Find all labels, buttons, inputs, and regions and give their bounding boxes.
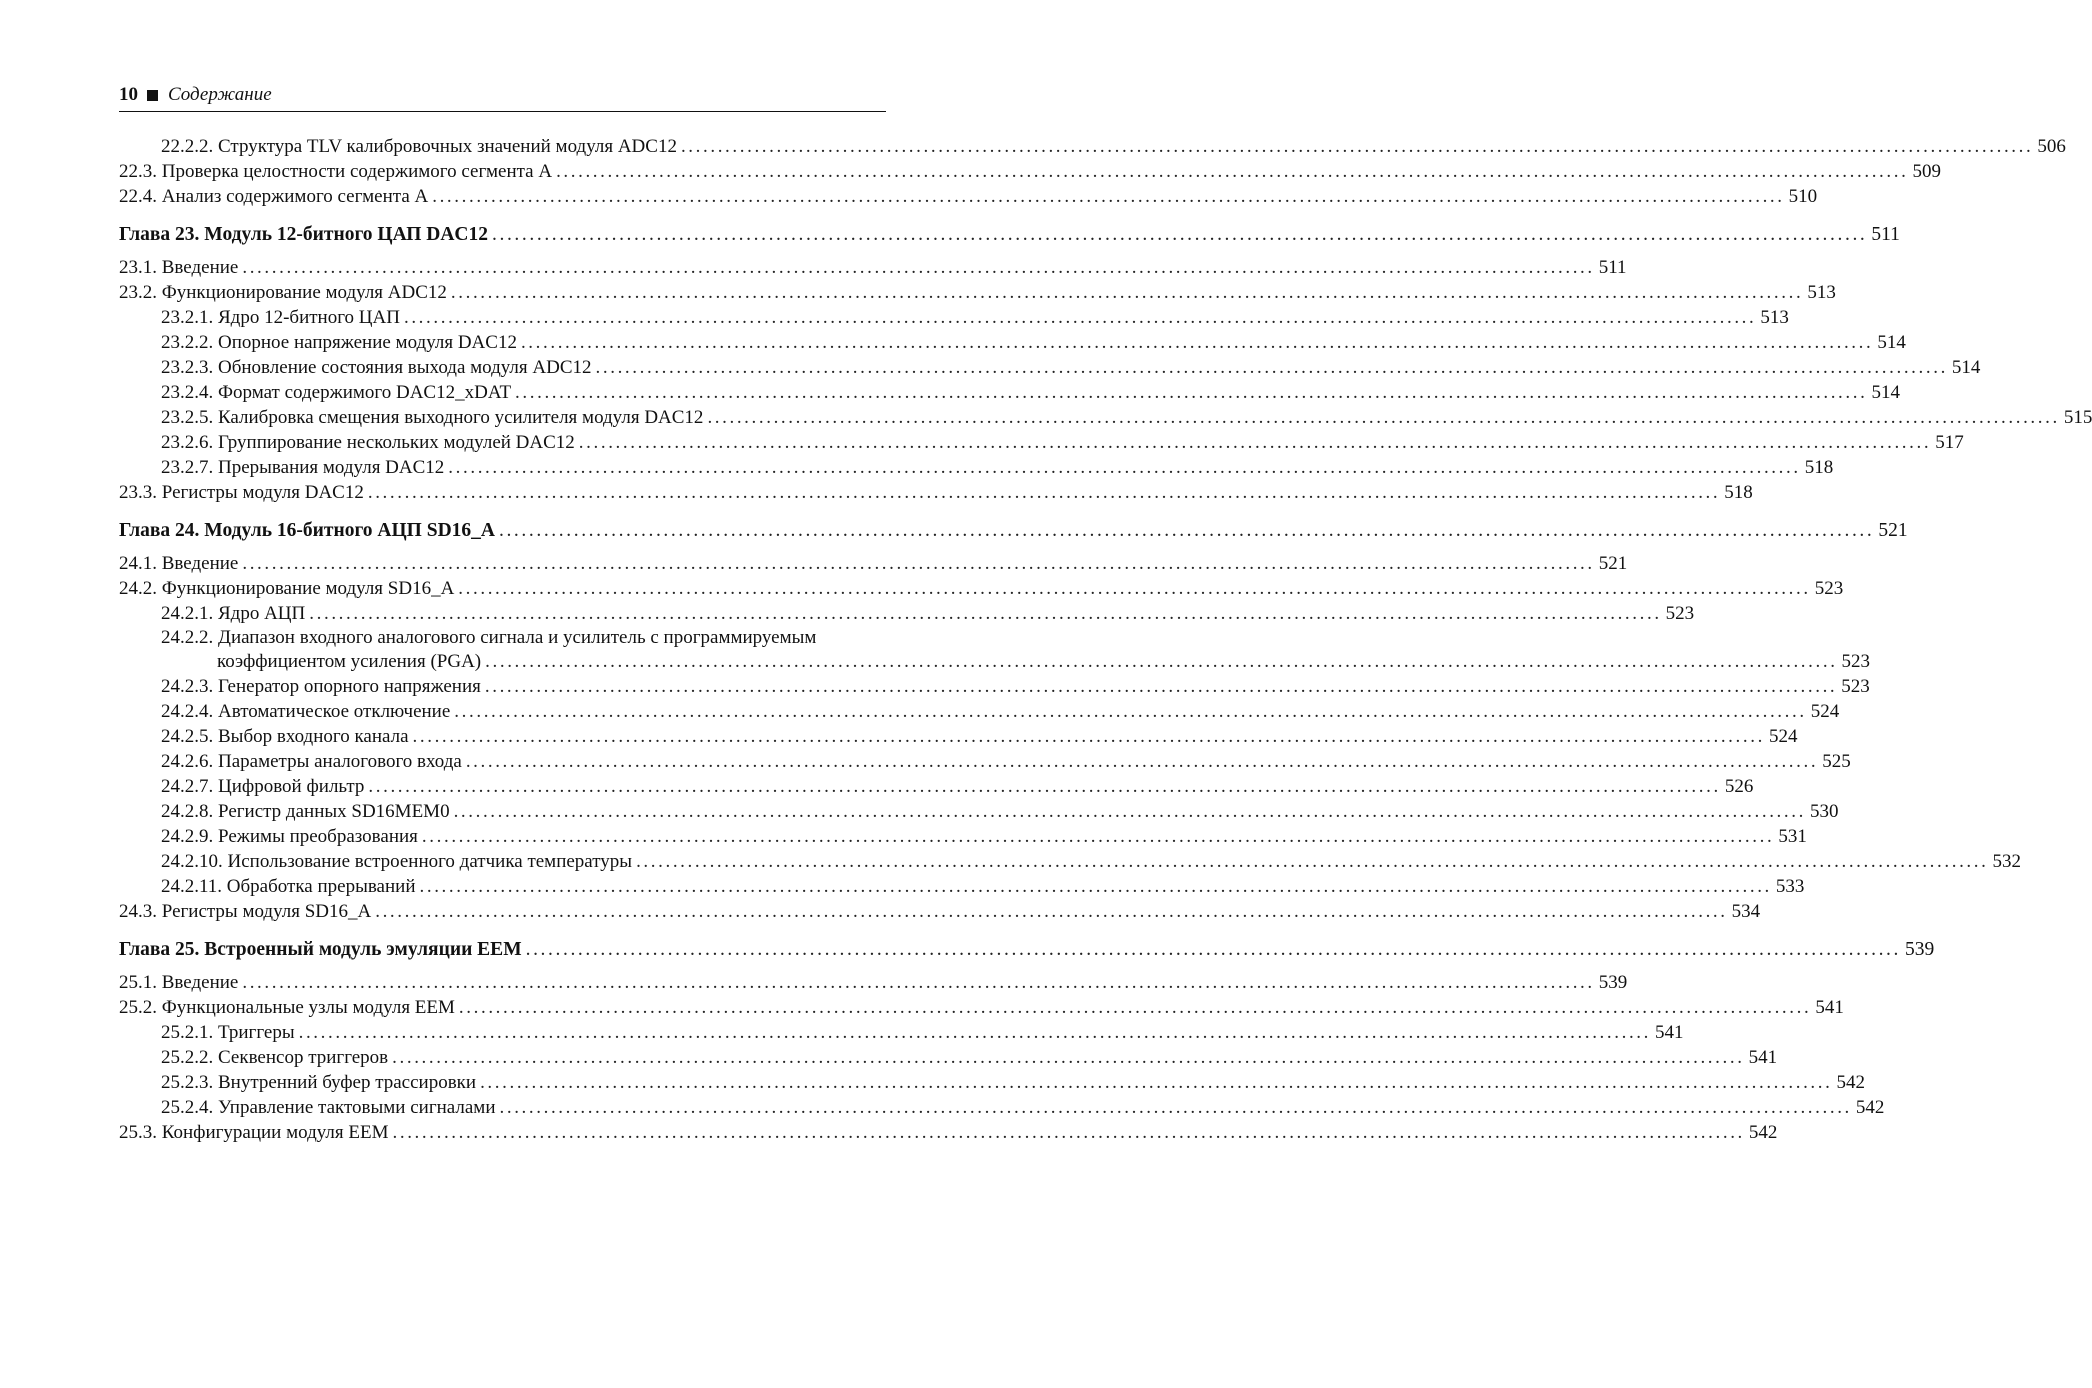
toc-entry-title: 22.2.2. Структура TLV калибровочных значений модуля ADC12 [161, 136, 677, 157]
toc-entry [119, 551, 1628, 576]
toc-leader-dots: ........................................................................................................................................................................................ [680, 136, 2034, 157]
toc-entry [119, 824, 1807, 849]
toc-chapter-title: Глава 24. Модуль 16-битного АЦП SD16_A [119, 520, 495, 541]
toc-entry-title: 25.2.3. Внутренний буфер трассировки [161, 1072, 477, 1093]
toc-entry-title: 23.2. Функционирование модуля ADC12 [119, 282, 447, 303]
toc-leader-dots: ........................................................................................................................................................................................ [484, 676, 1838, 697]
toc-entry-title: 25.3. Конфигурации модуля ЕЕМ [119, 1122, 389, 1143]
toc-entry [119, 380, 1900, 405]
toc-entry-page: 539 [1598, 972, 1628, 993]
toc-entry-title: 23.2.5. Калибровка смещения выходного усилителя модуля DAC12 [161, 407, 704, 428]
toc-entry [119, 724, 1798, 749]
toc-leader-dots: ........................................................................................................................................................................................ [412, 726, 1765, 747]
toc-chapter-title: Глава 23. Модуль 12-битного ЦАП DAC12 [119, 224, 488, 245]
toc-entry-page: 506 [2037, 136, 2066, 157]
toc-entry [119, 430, 1964, 455]
toc-entry-title: 25.2. Функциональные узлы модуля ЕЕМ [119, 997, 455, 1018]
toc-entry-title: 23.2.2. Опорное напряжение модуля DAC12 [161, 332, 517, 353]
toc-entry-title: 24.2.4. Автоматическое отключение [161, 701, 451, 722]
toc-entry-title: 23.2.6. Группирование нескольких модулей DAC12 [161, 432, 575, 453]
toc-entry-title: 25.2.1. Триггеры [161, 1022, 295, 1043]
toc-entry-page: 542 [1836, 1072, 1865, 1093]
toc-entry-page: 531 [1778, 826, 1807, 847]
toc-entry [119, 674, 1870, 699]
toc-entry-title: 23.2.3. Обновление состояния выхода модуля ADC12 [161, 357, 592, 378]
toc-entry-page: 511 [1598, 257, 1627, 278]
toc-entry [119, 995, 1844, 1020]
toc-entry-page: 510 [1788, 186, 1818, 207]
toc-entry-page: 518 [1804, 457, 1834, 478]
toc-entry-title: 22.4. Анализ содержимого сегмента А [119, 186, 429, 207]
toc-leader-dots: ........................................................................................................................................................................................ [450, 282, 1804, 303]
toc-leader-dots: ........................................................................................................................................................................................ [454, 701, 1807, 722]
toc-entry-title-continued: коэффициентом усиления (PGA) [217, 651, 482, 672]
toc-entry-title: 25.2.4. Управление тактовыми сигналами [161, 1097, 496, 1118]
toc-leader-dots: ........................................................................................................................................................................................ [515, 382, 1868, 403]
toc-leader-dots: ........................................................................................................................................................................................ [499, 1097, 1852, 1118]
toc-leader-dots: ........................................................................................................................................................................................ [578, 432, 1932, 453]
toc-entry-page: 523 [1841, 676, 1870, 697]
toc-entry-page: 518 [1724, 482, 1753, 503]
toc-entry-page: 524 [1768, 726, 1798, 747]
toc-entry-title: 22.3. Проверка целостности содержимого сегмента А [119, 161, 553, 182]
toc-entry-page: 541 [1815, 997, 1844, 1018]
toc-entry-title: 24.2.7. Цифровой фильтр [161, 776, 365, 797]
toc-leader-dots: ........................................................................................................................................................................................ [392, 1122, 1745, 1143]
toc-entry-page: 526 [1724, 776, 1754, 797]
toc-entry [119, 184, 1818, 209]
toc-entry [119, 874, 1805, 899]
running-title: Содержание [168, 84, 272, 105]
toc-leader-dots: ........................................................................................................................................................................................ [242, 257, 1595, 278]
toc-leader-dots: ........................................................................................................................................................................................ [375, 901, 1728, 922]
toc-entry-title: 25.1. Введение [119, 972, 239, 993]
toc-entry-title: 24.2.5. Выбор входного канала [161, 726, 409, 747]
toc-entry [119, 649, 1871, 674]
toc-entry [119, 970, 1628, 995]
toc-entry [119, 1095, 1885, 1120]
toc-leader-dots: ........................................................................................................................................................................................ [707, 407, 2060, 428]
toc-entry-page: 530 [1809, 801, 1839, 822]
toc-leader-dots: ........................................................................................................................................................................................ [392, 1047, 1745, 1068]
toc-entry-title: 23.1. Введение [119, 257, 239, 278]
toc-entry-page: 513 [1760, 307, 1789, 328]
toc-entry-page: 521 [1598, 553, 1628, 574]
running-header [119, 83, 886, 107]
toc-leader-dots: ........................................................................................................................................................................................ [465, 751, 1819, 772]
toc-entry-page: 541 [1655, 1022, 1684, 1043]
toc-chapter-title: Глава 25. Встроенный модуль эмуляции ЕЕМ [119, 939, 522, 960]
toc-chapter-heading [119, 937, 1935, 962]
toc-entry-title: 24.2.8. Регистр данных SD16MEM0 [161, 801, 450, 822]
toc-entry [119, 774, 1754, 799]
toc-leader-dots: ........................................................................................................................................................................................ [498, 520, 1875, 541]
toc-entry-page: 533 [1775, 876, 1805, 897]
toc-leader-dots: ........................................................................................................................................................................................ [520, 332, 1874, 353]
toc-entry [119, 1020, 1684, 1045]
toc-leader-dots: ........................................................................................................................................................................................ [595, 357, 1948, 378]
toc-entry-page: 513 [1807, 282, 1836, 303]
toc-leader-dots: ........................................................................................................................................................................................ [525, 939, 1902, 960]
toc-entry-page: 523 [1665, 603, 1695, 624]
toc-entry-page: 511 [1871, 224, 1900, 245]
toc-leader-dots: ........................................................................................................................................................................................ [298, 1022, 1651, 1043]
toc-entry-title: 23.3. Регистры модуля DAC12 [119, 482, 364, 503]
toc-chapter-heading [119, 518, 1908, 543]
toc-entry-title: 24.2.6. Параметры аналогового входа [161, 751, 462, 772]
toc-entry [119, 280, 1836, 305]
toc-leader-dots: ........................................................................................................................................................................................ [242, 972, 1595, 993]
toc-entry [119, 330, 1906, 355]
toc-entry-page: 539 [1905, 939, 1935, 960]
toc-entry [119, 899, 1761, 924]
toc-entry [119, 255, 1627, 280]
toc-leader-dots: ........................................................................................................................................................................................ [480, 1072, 1833, 1093]
toc-entry-page: 541 [1748, 1047, 1778, 1068]
toc-entry-page: 542 [1855, 1097, 1885, 1118]
toc-entry-page: 534 [1731, 901, 1761, 922]
toc-entry-page: 524 [1810, 701, 1840, 722]
toc-entry-page: 517 [1935, 432, 1964, 453]
toc-entry-title: 24.2.2. Диапазон входного аналогового сигнала и усилитель с программируемым [161, 627, 817, 648]
toc-entry-title: 23.2.1. Ядро 12-битного ЦАП [161, 307, 400, 328]
toc-entry-page: 525 [1822, 751, 1851, 772]
toc-entry [119, 601, 1695, 626]
toc-entry [119, 355, 1981, 380]
toc-entry-page: 532 [1992, 851, 2021, 872]
toc-entry-title: 24.1. Введение [119, 553, 239, 574]
toc-leader-dots: ........................................................................................................................................................................................ [368, 776, 1721, 797]
toc-entry-title: 24.2.1. Ядро АЦП [161, 603, 306, 624]
toc-entry [119, 1120, 1778, 1145]
toc-entry-page: 523 [1841, 651, 1871, 672]
toc-entry [119, 576, 1844, 601]
toc-leader-dots: ........................................................................................................................................................................................ [367, 482, 1721, 503]
toc-entry-title: 24.3. Регистры модуля SD16_A [119, 901, 372, 922]
toc-entry-page: 514 [1877, 332, 1906, 353]
toc-entry-page: 521 [1878, 520, 1908, 541]
toc-leader-dots: ........................................................................................................................................................................................ [492, 224, 1868, 245]
toc-entry [119, 405, 2092, 430]
toc-entry-title: 24.2.11. Обработка прерываний [161, 876, 416, 897]
toc-entry [119, 455, 1834, 480]
toc-entry-line-1 [119, 626, 886, 649]
header-rule [119, 111, 886, 112]
toc-entry-title: 23.2.4. Формат содержимого DAC12_xDAT [161, 382, 512, 403]
toc-entry-title: 23.2.7. Прерывания модуля DAC12 [161, 457, 445, 478]
table-of-contents [119, 134, 2092, 1145]
toc-leader-dots: ........................................................................................................................................................................................ [453, 801, 1806, 822]
toc-leader-dots: ........................................................................................................................................................................................ [556, 161, 1909, 182]
toc-leader-dots: ........................................................................................................................................................................................ [458, 578, 1811, 599]
toc-entry-page: 523 [1814, 578, 1844, 599]
toc-entry [119, 159, 1941, 184]
toc-leader-dots: ........................................................................................................................................................................................ [242, 553, 1595, 574]
toc-entry [119, 480, 1753, 505]
toc-leader-dots: ........................................................................................................................................................................................ [419, 876, 1772, 897]
toc-leader-dots: ........................................................................................................................................................................................ [421, 826, 1775, 847]
toc-entry [119, 1045, 1778, 1070]
toc-entry-page: 542 [1748, 1122, 1778, 1143]
toc-entry-title: 24.2.9. Режимы преобразования [161, 826, 418, 847]
toc-leader-dots: ........................................................................................................................................................................................ [309, 603, 1662, 624]
square-bullet-icon [147, 90, 158, 101]
toc-entry-title: 24.2.3. Генератор опорного напряжения [161, 676, 481, 697]
toc-entry-title: 24.2. Функционирование модуля SD16_A [119, 578, 455, 599]
toc-leader-dots: ........................................................................................................................................................................................ [636, 851, 1989, 872]
toc-entry-title: 25.2.2. Секвенсор триггеров [161, 1047, 389, 1068]
toc-entry [119, 1070, 1865, 1095]
toc-entry-page: 514 [1951, 357, 1981, 378]
toc-entry [119, 699, 1840, 724]
toc-entry [119, 305, 1789, 330]
toc-leader-dots: ........................................................................................................................................................................................ [432, 186, 1785, 207]
page-number: 10 [119, 84, 138, 105]
toc-entry-title: 24.2.10. Использование встроенного датчика температуры [161, 851, 633, 872]
toc-entry [119, 849, 2021, 874]
toc-leader-dots: ........................................................................................................................................................................................ [448, 457, 1801, 478]
toc-entry [119, 134, 2066, 159]
toc-leader-dots: ........................................................................................................................................................................................ [403, 307, 1757, 328]
toc-entry-page: 509 [1912, 161, 1941, 182]
toc-entry [119, 749, 1851, 774]
toc-entry [119, 799, 1839, 824]
toc-chapter-heading [119, 222, 1900, 247]
toc-entry-page: 515 [2063, 407, 2092, 428]
toc-leader-dots: ........................................................................................................................................................................................ [458, 997, 1812, 1018]
toc-leader-dots: ........................................................................................................................................................................................ [485, 651, 1838, 672]
toc-entry-page: 514 [1871, 382, 1900, 403]
